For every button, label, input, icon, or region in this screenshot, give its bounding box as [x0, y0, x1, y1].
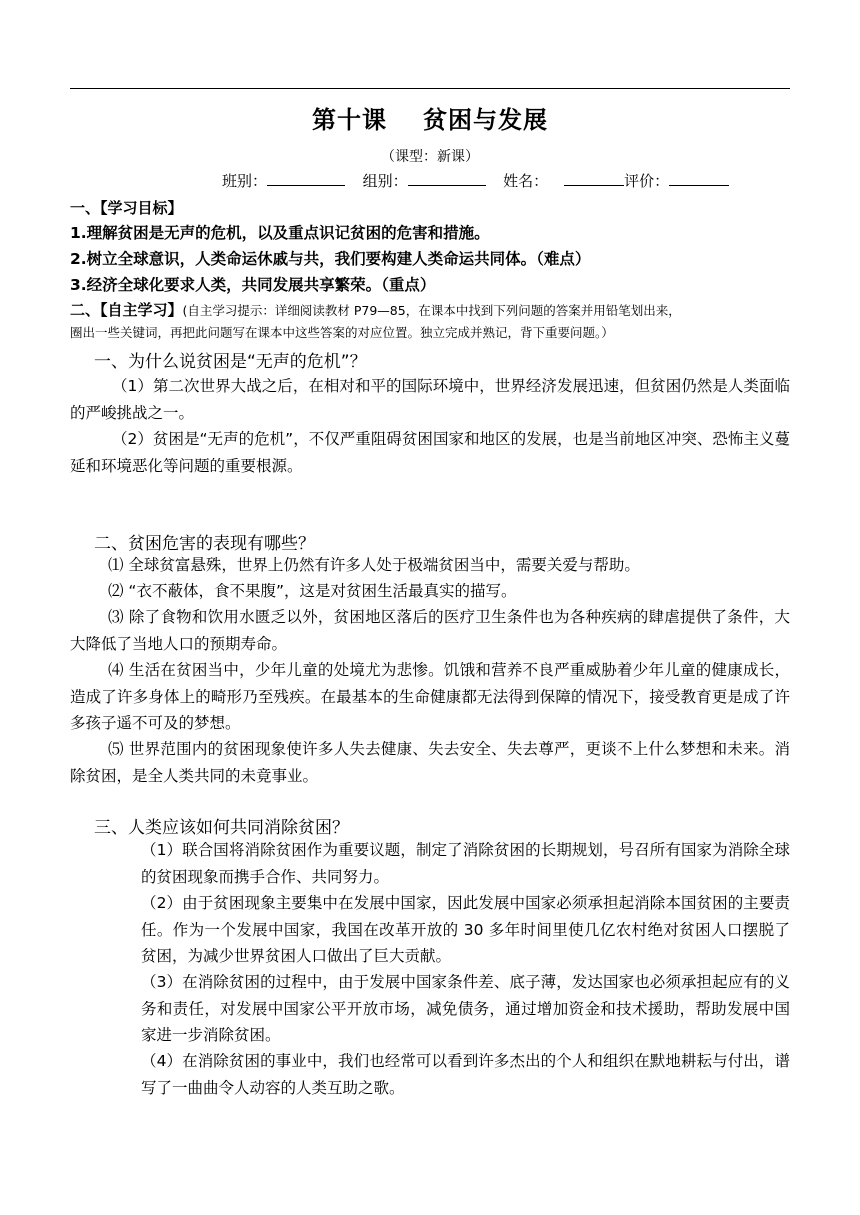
q2-heading: 二、贫困危害的表现有哪些？: [94, 534, 315, 554]
goal-3: 3.经济全球化要求人类，共同发展共享繁荣。（重点）: [70, 276, 436, 294]
goal-1: 1.理解贫困是无声的危机，以及重点识记贫困的危害和措施。: [70, 224, 490, 242]
section2-heading: 二、【自主学习】: [70, 301, 183, 319]
q3-item-2: （2）由于贫困现象主要集中在发展中国家，因此发展中国家必须承担起消除本国贫困的主要责任。作为一个发展中国家，我国在改革开放的 30 多年时间里使几亿农村绝对贫困人口摆脱了贫困，为减少世界贫困人口做出了巨大贡献。: [141, 894, 790, 965]
title-topic: 贫困与发展: [423, 106, 548, 134]
q2-item-4: ⑷ 生活在贫困当中，少年儿童的处境尤为悲惨。饥饿和营养不良严重威胁着少年儿童的健康成长，造成了许多身体上的畸形乃至残疾。在最基本的生命健康都无法得到保障的情况下，接受教育更是成了许多孩子遥不可及的梦想。: [70, 661, 790, 732]
group-field[interactable]: [408, 171, 486, 186]
class-field[interactable]: [267, 171, 345, 186]
title-lesson: 第十课: [312, 106, 387, 134]
q2-item-5: ⑸ 世界范围内的贫困现象使许多人失去健康、失去安全、失去尊严，更谈不上什么梦想和未来。消除贫困，是全人类共同的未竟事业。: [70, 740, 790, 785]
q3-heading: 三、人类应该如何共同消除贫困？: [94, 818, 349, 838]
q3-item-3: （3）在消除贫困的过程中，由于发展中国家条件差、底子薄，发达国家也必须承担起应有的义务和责任，对发展中国家公平开放市场，减免债务，通过增加资金和技术援助，帮助发展中国家进一步消除贫困。: [141, 973, 790, 1044]
class-label: 班别：: [222, 172, 268, 190]
q1-para-2: （2）贫困是“无声的危机”，不仅严重阻碍贫困国家和地区的发展，也是当前地区冲突、恐怖主义蔓延和环境恶化等问题的重要根源。: [70, 430, 790, 475]
q2-item-3: ⑶ 除了食物和饮用水匮乏以外，贫困地区落后的医疗卫生条件也为各种疾病的肆虐提供了条件，大大降低了当地人口的预期寿命。: [70, 608, 790, 653]
q3-item-1: （1）联合国将消除贫困作为重要议题，制定了消除贫困的长期规划，号召所有国家为消除全球的贫困现象而携手合作、共同努力。: [141, 841, 790, 886]
page-title: [0, 100, 860, 135]
q3-item-4: （4）在消除贫困的事业中，我们也经常可以看到许多杰出的个人和组织在默地耕耘与付出，谱写了一曲曲令人动容的人类互助之歌。: [141, 1052, 790, 1097]
student-info-row: [222, 170, 729, 191]
section2-heading-row: [70, 299, 681, 320]
q1-para-1: （1）第二次世界大战之后，在相对和平的国际环境中，世界经济发展迅速，但贫困仍然是人类面临的严峻挑战之一。: [70, 377, 790, 422]
q1-heading: 一、为什么说贫困是“无声的危机”？: [94, 352, 367, 372]
eval-label: 评价：: [624, 172, 670, 190]
name-label: 姓名：: [503, 172, 549, 190]
group-label: 组别：: [362, 172, 408, 190]
name-field[interactable]: [564, 171, 624, 186]
lesson-type: （课型：新课）: [381, 149, 479, 165]
section2-hint-2: 圈出一些关键词，再把此问题写在课本中这些答案的对应位置。独立完成并熟记，背下重要问题。）: [70, 325, 614, 340]
q2-item-2: ⑵ “衣不蔽体，食不果腹”，这是对贫困生活最真实的描写。: [108, 582, 517, 600]
section1-heading: 一、【学习目标】: [70, 199, 183, 217]
top-rule: [70, 88, 790, 89]
goal-2: 2.树立全球意识，人类命运休戚与共，我们要构建人类命运共同体。（难点）: [70, 250, 591, 268]
eval-field[interactable]: [669, 171, 729, 186]
section2-hint-1: (自主学习提示：详细阅读教材 P79—85，在课本中找到下列问题的答案并用铅笔划出来，: [182, 303, 681, 318]
q2-item-1: ⑴ 全球贫富悬殊，世界上仍然有许多人处于极端贫困当中，需要关爱与帮助。: [108, 556, 640, 574]
